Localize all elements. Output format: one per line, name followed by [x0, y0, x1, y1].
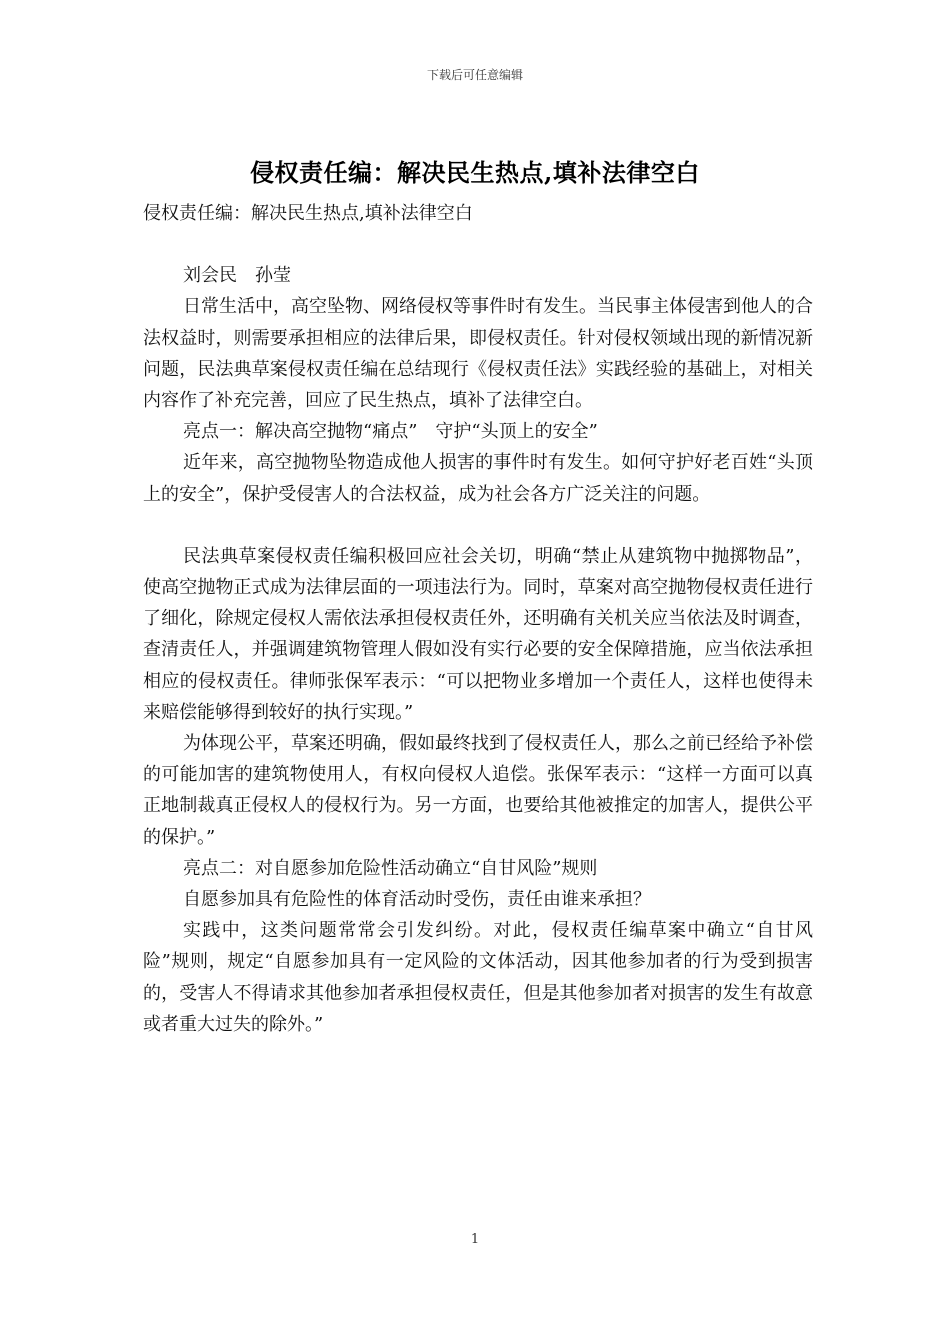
document-title: 侵权责任编：解决民生热点,填补法律空白	[250, 158, 700, 187]
section-heading-1: 亮点一：解决高空抛物“痛点” 守护“头顶上的安全”	[183, 421, 598, 443]
document-body	[143, 198, 813, 1040]
paragraph: 自愿参加具有危险性的体育活动时受伤，责任由谁来承担？	[183, 889, 651, 911]
paragraph: 民法典草案侵权责任编积极回应社会关切，明确“禁止从建筑物中抛掷物品”，使高空抛物正式成为法律层面的一项违法行为。同时，草案对高空抛物侵权责任进行了细化，除规定侵权人需依法承担侵权责任外，还明确有关机关应当依法及时调查，查清责任人，并强调建筑物管理人假如没有实行必要的安全保障措施，应当依法承担相应的侵权责任。律师张保军表示：“可以把物业多增加一个责任人，这样也使得未来赔偿能够得到较好的执行实现。”	[143, 545, 813, 723]
paragraph: 为体现公平，草案还明确，假如最终找到了侵权责任人，那么之前已经给予补偿的可能加害的建筑物使用人，有权向侵权人追偿。张保军表示：“这样一方面可以真正地制裁真正侵权人的侵权行为。另一方面，也要给其他被推定的加害人，提供公平的保护。”	[143, 733, 813, 848]
paragraph: 日常生活中，高空坠物、网络侵权等事件时有发生。当民事主体侵害到他人的合法权益时，则需要承担相应的法律后果，即侵权责任。针对侵权领域出现的新情况新问题，民法典草案侵权责任编在总结现行《侵权责任法》实践经验的基础上，对相关内容作了补充完善，回应了民生热点，填补了法律空白。	[143, 296, 813, 412]
spacer	[143, 510, 813, 541]
authors: 刘会民 孙莹	[183, 265, 291, 287]
spacer	[143, 229, 813, 260]
subtitle: 侵权责任编：解决民生热点,填补法律空白	[143, 203, 473, 224]
paragraph: 近年来，高空抛物坠物造成他人损害的事件时有发生。如何守护好老百姓“头顶上的安全”，保护受侵害人的合法权益，成为社会各方广泛关注的问题。	[143, 452, 813, 505]
page-header: 下载后可任意编辑	[426, 68, 523, 82]
section-heading-2: 亮点二：对自愿参加危险性活动确立“自甘风险”规则	[183, 857, 598, 879]
page-number: 1	[470, 1232, 480, 1247]
paragraph: 实践中，这类问题常常会引发纠纷。对此，侵权责任编草案中确立“自甘风险”规则，规定“自愿参加具有一定风险的文体活动，因其他参加者的行为受到损害的，受害人不得请求其他参加者承担侵权责任，但是其他参加者对损害的发生有故意或者重大过失的除外。”	[143, 920, 813, 1035]
